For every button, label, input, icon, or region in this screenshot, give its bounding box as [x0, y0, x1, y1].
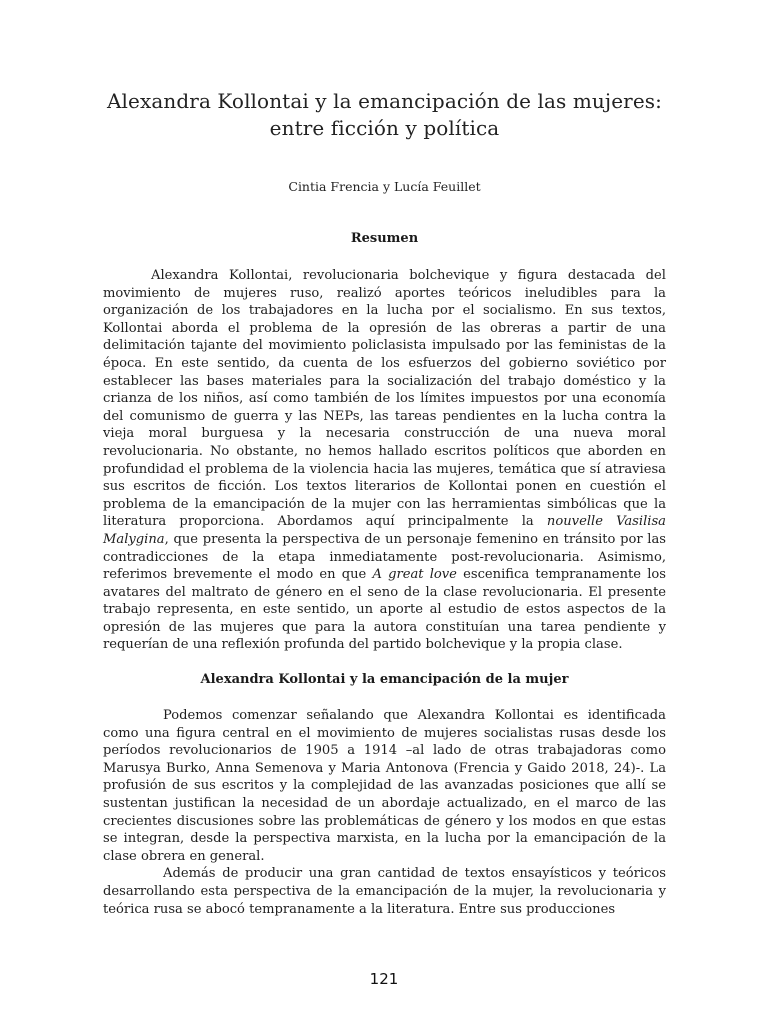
article-title-line2: entre ficción y política — [269, 116, 500, 140]
article-title — [103, 88, 666, 142]
abstract-heading: Resumen — [350, 231, 419, 246]
abstract-italic-work2: A great love — [372, 567, 457, 583]
abstract-text-part3: escenifica tempranamente los avatares del maltrato de género en el seno de la clase revolucionaria. El presente trabajo representa, en este sentido, un aporte al estudio de estos aspectos de la opresión de las mujeres que para la autora constituían una tarea pendiente y requerían de una reflexión profunda del partido bolchevique y la propia clase. — [103, 567, 666, 653]
body-paragraph-2: Además de producir una gran cantidad de textos ensayísticos y teóricos desarrollando esta perspectiva de la emancipación de la mujer, la revolucionaria y teórica rusa se abocó tempranamente a la literatura. Entre sus producciones — [103, 866, 666, 917]
abstract-text-part2: , que presenta la perspectiva de un personaje femenino en tránsito por las contradicciones de la etapa inmediatamente post-revolucionaria. Asimismo, referimos brevemente el modo en que — [103, 531, 666, 583]
abstract-paragraph — [103, 267, 666, 654]
body-paragraph-1: Podemos comenzar señalando que Alexandra Kollontai es identificada como una figura central en el movimiento de mujeres socialistas rusas desde los períodos revolucionarios de 1905 a 1914 –al lado de otras trabajadoras como Marusya Burko, Anna Semenova y Maria Antonova (Frencia y Gaido 2018, 24)-. La profusión de sus escritos y la complejidad de las avanzadas posiciones que allí se sustentan justifican la necesidad de un abordaje actualizado, en el marco de las crecientes discusiones sobre las problemáticas de género y los modos en que estas se integran, desde la perspectiva marxista, en la lucha por la emancipación de la clase obrera en general. — [103, 708, 666, 864]
section-heading: Alexandra Kollontai y la emancipación de la mujer — [200, 672, 569, 688]
article-title-line1: Alexandra Kollontai y la emancipación de las mujeres: — [107, 89, 662, 113]
abstract-italic-work1: nouvelle Vasilisa Malygina — [103, 514, 666, 547]
article-authors: Cintia Frencia y Lucía Feuillet — [288, 179, 481, 194]
abstract-text-part1: Alexandra Kollontai, revolucionaria bolchevique y figura destacada del movimiento de mujeres ruso, realizó aportes teóricos ineludibles para la organización de los trabajadores en la lucha por el socialismo. En sus textos, Kollontai aborda el problema de la opresión de las obreras a partir de una delimitación tajante del movimiento policlasista impulsado por las feministas de la época. En este sentido, da cuenta de los esfuerzos del gobierno soviético por establecer las bases materiales para la socialización del trabajo doméstico y la crianza de los niños, así como también de los límites impuestos por una economía del comunismo de guerra y las NEPs, las tareas pendientes en la lucha contra la vieja moral burguesa y la necesaria construcción de una nueva moral revolucionaria. No obstante, no hemos hallado escritos políticos que aborden en profundidad el problema de la violencia hacia las mujeres, temática que sí atraviesa sus escritos de ficción. Los textos literarios de Kollontai ponen en cuestión el problema de la emancipación de la mujer con las herramientas simbólicas que la literatura proporciona. Abordamos aquí principalmente la — [103, 268, 666, 530]
page-number: 121 — [369, 970, 399, 988]
document-page — [103, 88, 666, 918]
